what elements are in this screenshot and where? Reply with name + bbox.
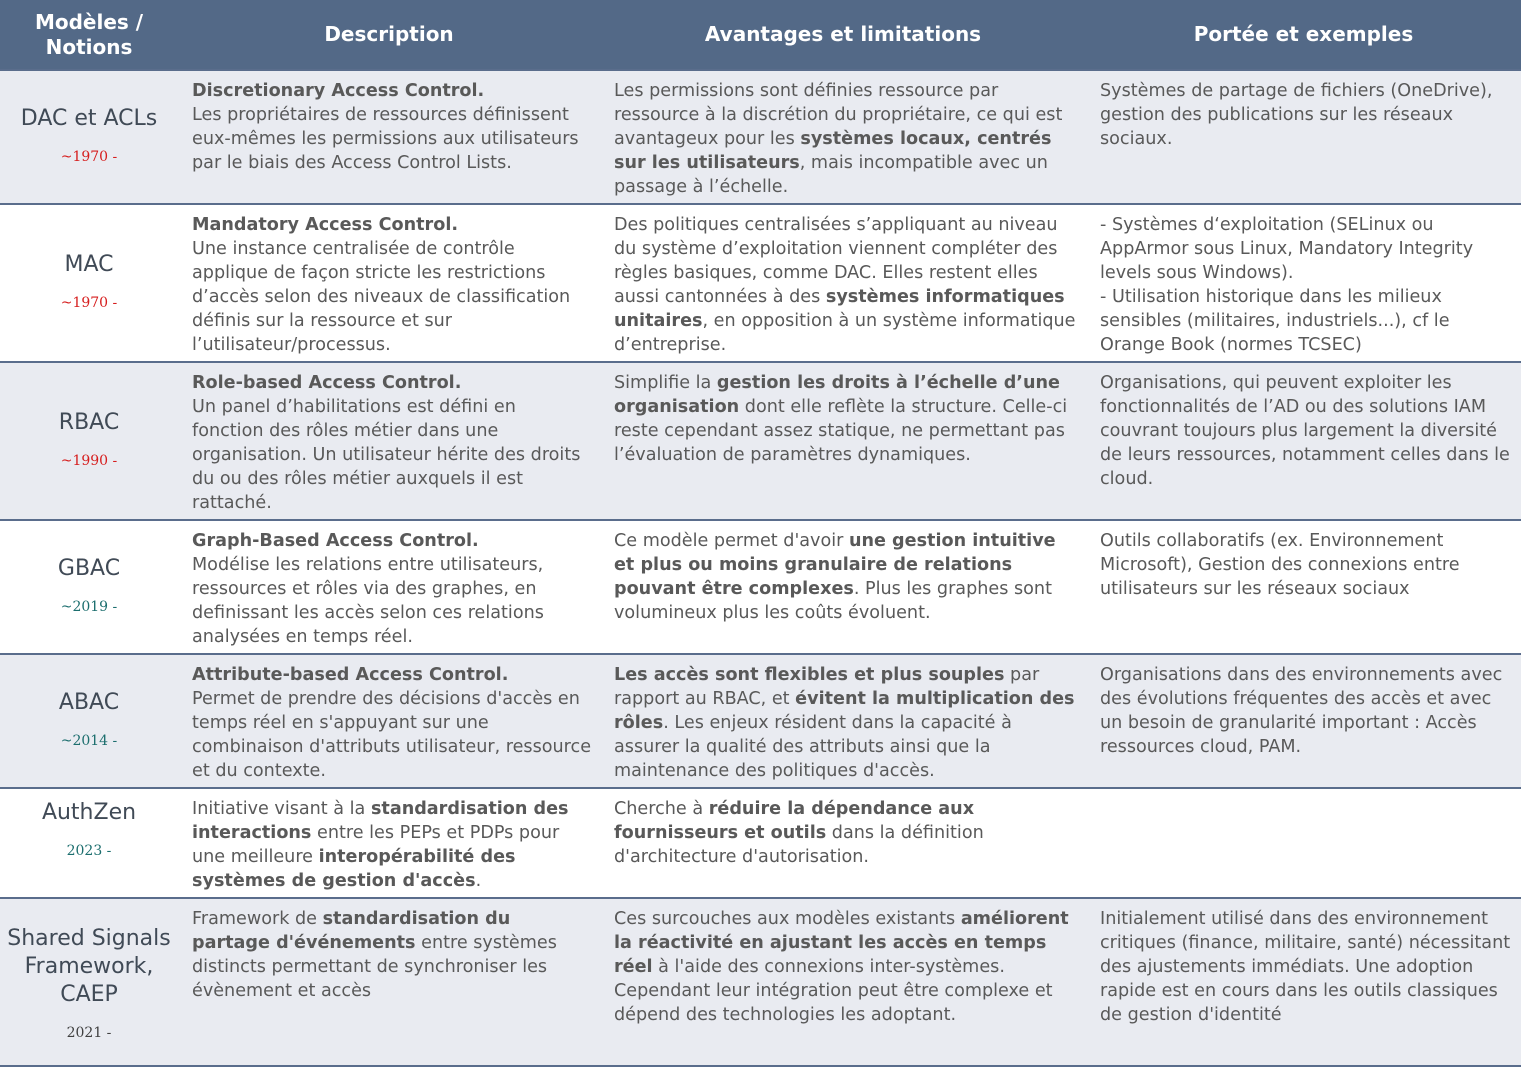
- description-emphasis: standardisation du partage d'événements: [192, 909, 511, 953]
- model-name: MAC: [64, 252, 114, 277]
- advantages-text: Des politiques centralisées s’appliquant au niveau du système d’exploitation viennent compléter des règles basiques, comme DAC. Elles restent elles aussi cantonnées à des: [614, 215, 1058, 307]
- scope-cell: [1086, 70, 1521, 204]
- description-cell: [178, 654, 600, 788]
- model-full-name: Attribute-based Access Control.: [192, 665, 509, 685]
- advantages-emphasis: améliorent la réactivité en ajustant les accès en temps réel: [614, 909, 1069, 977]
- model-cell: [0, 204, 178, 362]
- scope-text: Organisations, qui peuvent exploiter les fonctionnalités de l’AD ou des solutions IAM couvrant toujours plus largement la diversité de leurs ressources, notamment celles dans le cloud.: [1100, 373, 1510, 489]
- scope-cell: [1086, 362, 1521, 520]
- advantages-cell: [600, 362, 1086, 520]
- advantages-emphasis: une gestion intuitive et plus ou moins granulaire de relations pouvant être complexes: [614, 531, 1056, 599]
- description-cell: [178, 70, 600, 204]
- description-cell: [178, 520, 600, 654]
- model-name: GBAC: [57, 556, 121, 581]
- model-name: AuthZen: [41, 800, 137, 825]
- advantages-emphasis: systèmes locaux, centrés sur les utilisateurs: [614, 129, 1052, 173]
- advantages-text: . Les enjeux résident dans la capacité à assurer la qualité des attributs ainsi que la maintenance des politiques d'accès.: [614, 713, 1012, 781]
- advantages-emphasis: Les accès sont flexibles et plus souples: [614, 665, 1005, 685]
- advantages-text: . Plus les graphes sont volumineux plus les coûts évoluent.: [614, 579, 1052, 623]
- description-text: entre les PEPs et PDPs pour une meilleure: [192, 823, 560, 867]
- scope-text: Outils collaboratifs (ex. Environnement Microsoft), Gestion des connexions entre utilisateurs sur les réseaux sociaux: [1100, 531, 1460, 599]
- model-name: DAC et ACLs: [20, 106, 158, 131]
- scope-cell: [1086, 520, 1521, 654]
- description-text: Initiative visant à la: [192, 799, 371, 819]
- advantages-cell: [600, 898, 1086, 1066]
- table-row: [0, 788, 1521, 898]
- table-header-row: [0, 0, 1521, 70]
- advantages-emphasis: gestion les droits à l’échelle d’une organisation: [614, 373, 1060, 417]
- advantages-emphasis: systèmes informatiques unitaires: [614, 287, 1065, 331]
- scope-cell: [1086, 898, 1521, 1066]
- advantages-text: dont elle reflète la structure. Celle-ci reste cependant assez statique, ne permettant pas l’évaluation de paramètres dynamiques.: [614, 397, 1068, 465]
- description-text: Un panel d’habilitations est défini en fonction des rôles métier dans une organisation. Un utilisateur hérite des droits du ou des rôles métier auxquels il est rattaché.: [192, 397, 581, 513]
- table-row: [0, 520, 1521, 654]
- model-year: ~1970 -: [60, 149, 118, 165]
- description-emphasis: interopérabilité des systèmes de gestion d'accès: [192, 847, 516, 891]
- advantages-text: Les permissions sont définies ressource par ressource à la discrétion du propriétaire, ce qui est avantageux pour les: [614, 81, 1063, 149]
- advantages-cell: [600, 70, 1086, 204]
- description-emphasis: standardisation des interactions: [192, 799, 569, 843]
- table-row: [0, 70, 1521, 204]
- advantages-emphasis: évitent la multiplication des rôles: [614, 689, 1075, 733]
- header-advantages: Avantages et limitations: [704, 22, 982, 46]
- scope-text: Organisations dans des environnements avec des évolutions fréquentes des accès et avec un besoin de granularité important : Accès ressources cloud, PAM.: [1100, 665, 1503, 757]
- scope-text: - Utilisation historique dans les milieux sensibles (militaires, industriels...), cf le Orange Book (normes TCSEC): [1100, 287, 1450, 355]
- description-text: .: [475, 871, 482, 891]
- model-name: RBAC: [58, 410, 120, 435]
- description-cell: [178, 898, 600, 1066]
- model-cell: [0, 520, 178, 654]
- description-cell: [178, 788, 600, 898]
- advantages-cell: [600, 204, 1086, 362]
- advantages-cell: [600, 520, 1086, 654]
- header-description: Description: [324, 22, 454, 46]
- description-text: Modélise les relations entre utilisateurs, ressources et rôles via des graphes, en definissant les accès selon ces relations analysées en temps réel.: [192, 555, 544, 647]
- description-cell: [178, 204, 600, 362]
- description-text: Une instance centralisée de contrôle applique de façon stricte les restrictions d’accès selon des niveaux de classification définis sur la ressource et sur l’utilisateur/processus.: [192, 239, 571, 355]
- table-row: [0, 362, 1521, 520]
- advantages-text: dans la définition d'architecture d'autorisation.: [614, 823, 984, 867]
- scope-cell: [1086, 654, 1521, 788]
- scope-cell: [1086, 788, 1521, 898]
- model-cell: [0, 654, 178, 788]
- advantages-text: Cherche à: [614, 799, 709, 819]
- advantages-text: Simplifie la: [614, 373, 717, 393]
- model-full-name: Mandatory Access Control.: [192, 215, 459, 235]
- advantages-text: Ce modèle permet d'avoir: [614, 531, 849, 551]
- table-row: [0, 204, 1521, 362]
- model-full-name: Graph-Based Access Control.: [192, 531, 479, 551]
- description-cell: [178, 362, 600, 520]
- header-models: Modèles / Notions: [34, 9, 144, 59]
- table-row: [0, 898, 1521, 1066]
- model-cell: [0, 898, 178, 1066]
- header-scope: Portée et exemples: [1193, 22, 1414, 46]
- description-text: Permet de prendre des décisions d'accès en temps réel en s'appuyant sur une combinaison d'attributs utilisateur, ressource et du contexte.: [192, 689, 592, 781]
- model-year: ~2019 -: [60, 599, 118, 615]
- advantages-cell: [600, 788, 1086, 898]
- model-full-name: Role-based Access Control.: [192, 373, 462, 393]
- model-year: ~2014 -: [60, 733, 118, 749]
- description-text: entre systèmes distincts permettant de synchroniser les évènement et accès: [192, 933, 557, 1001]
- model-year: 2021 -: [66, 1025, 112, 1041]
- advantages-text: , en opposition à un système informatique d’entreprise.: [614, 311, 1076, 355]
- advantages-text: à l'aide des connexions inter-systèmes. Cependant leur intégration peut être complexe et dépend des technologies les adoptant.: [614, 957, 1053, 1025]
- scope-text: - Systèmes d‘exploitation (SELinux ou AppArmor sous Linux, Mandatory Integrity levels sous Windows).: [1100, 215, 1474, 283]
- advantages-text: Ces surcouches aux modèles existants: [614, 909, 961, 929]
- advantages-cell: [600, 654, 1086, 788]
- advantages-text: , mais incompatible avec un passage à l’échelle.: [614, 153, 1048, 197]
- scope-cell: [1086, 204, 1521, 362]
- description-text: Les propriétaires de ressources définissent eux-mêmes les permissions aux utilisateurs par le biais des Access Control Lists.: [192, 105, 579, 173]
- model-name: Shared Signals Framework, CAEP: [7, 926, 171, 1007]
- advantages-emphasis: réduire la dépendance aux fournisseurs et outils: [614, 799, 975, 843]
- scope-text: Systèmes de partage de fichiers (OneDrive), gestion des publications sur les réseaux sociaux.: [1100, 81, 1493, 149]
- advantages-text: par rapport au RBAC, et: [614, 665, 1040, 709]
- model-name: ABAC: [58, 690, 120, 715]
- model-year: ~1990 -: [60, 453, 118, 469]
- model-full-name: Discretionary Access Control.: [192, 81, 485, 101]
- description-text: Framework de: [192, 909, 323, 929]
- table-row: [0, 654, 1521, 788]
- model-cell: [0, 362, 178, 520]
- model-year: 2023 -: [66, 843, 112, 859]
- model-cell: [0, 788, 178, 898]
- model-cell: [0, 70, 178, 204]
- scope-text: Initialement utilisé dans des environnement critiques (finance, militaire, santé) nécessitant des ajustements immédiats. Une adoption rapide est en cours dans les outils classiques de gestion d'identité: [1100, 909, 1511, 1025]
- model-year: ~1970 -: [60, 295, 118, 311]
